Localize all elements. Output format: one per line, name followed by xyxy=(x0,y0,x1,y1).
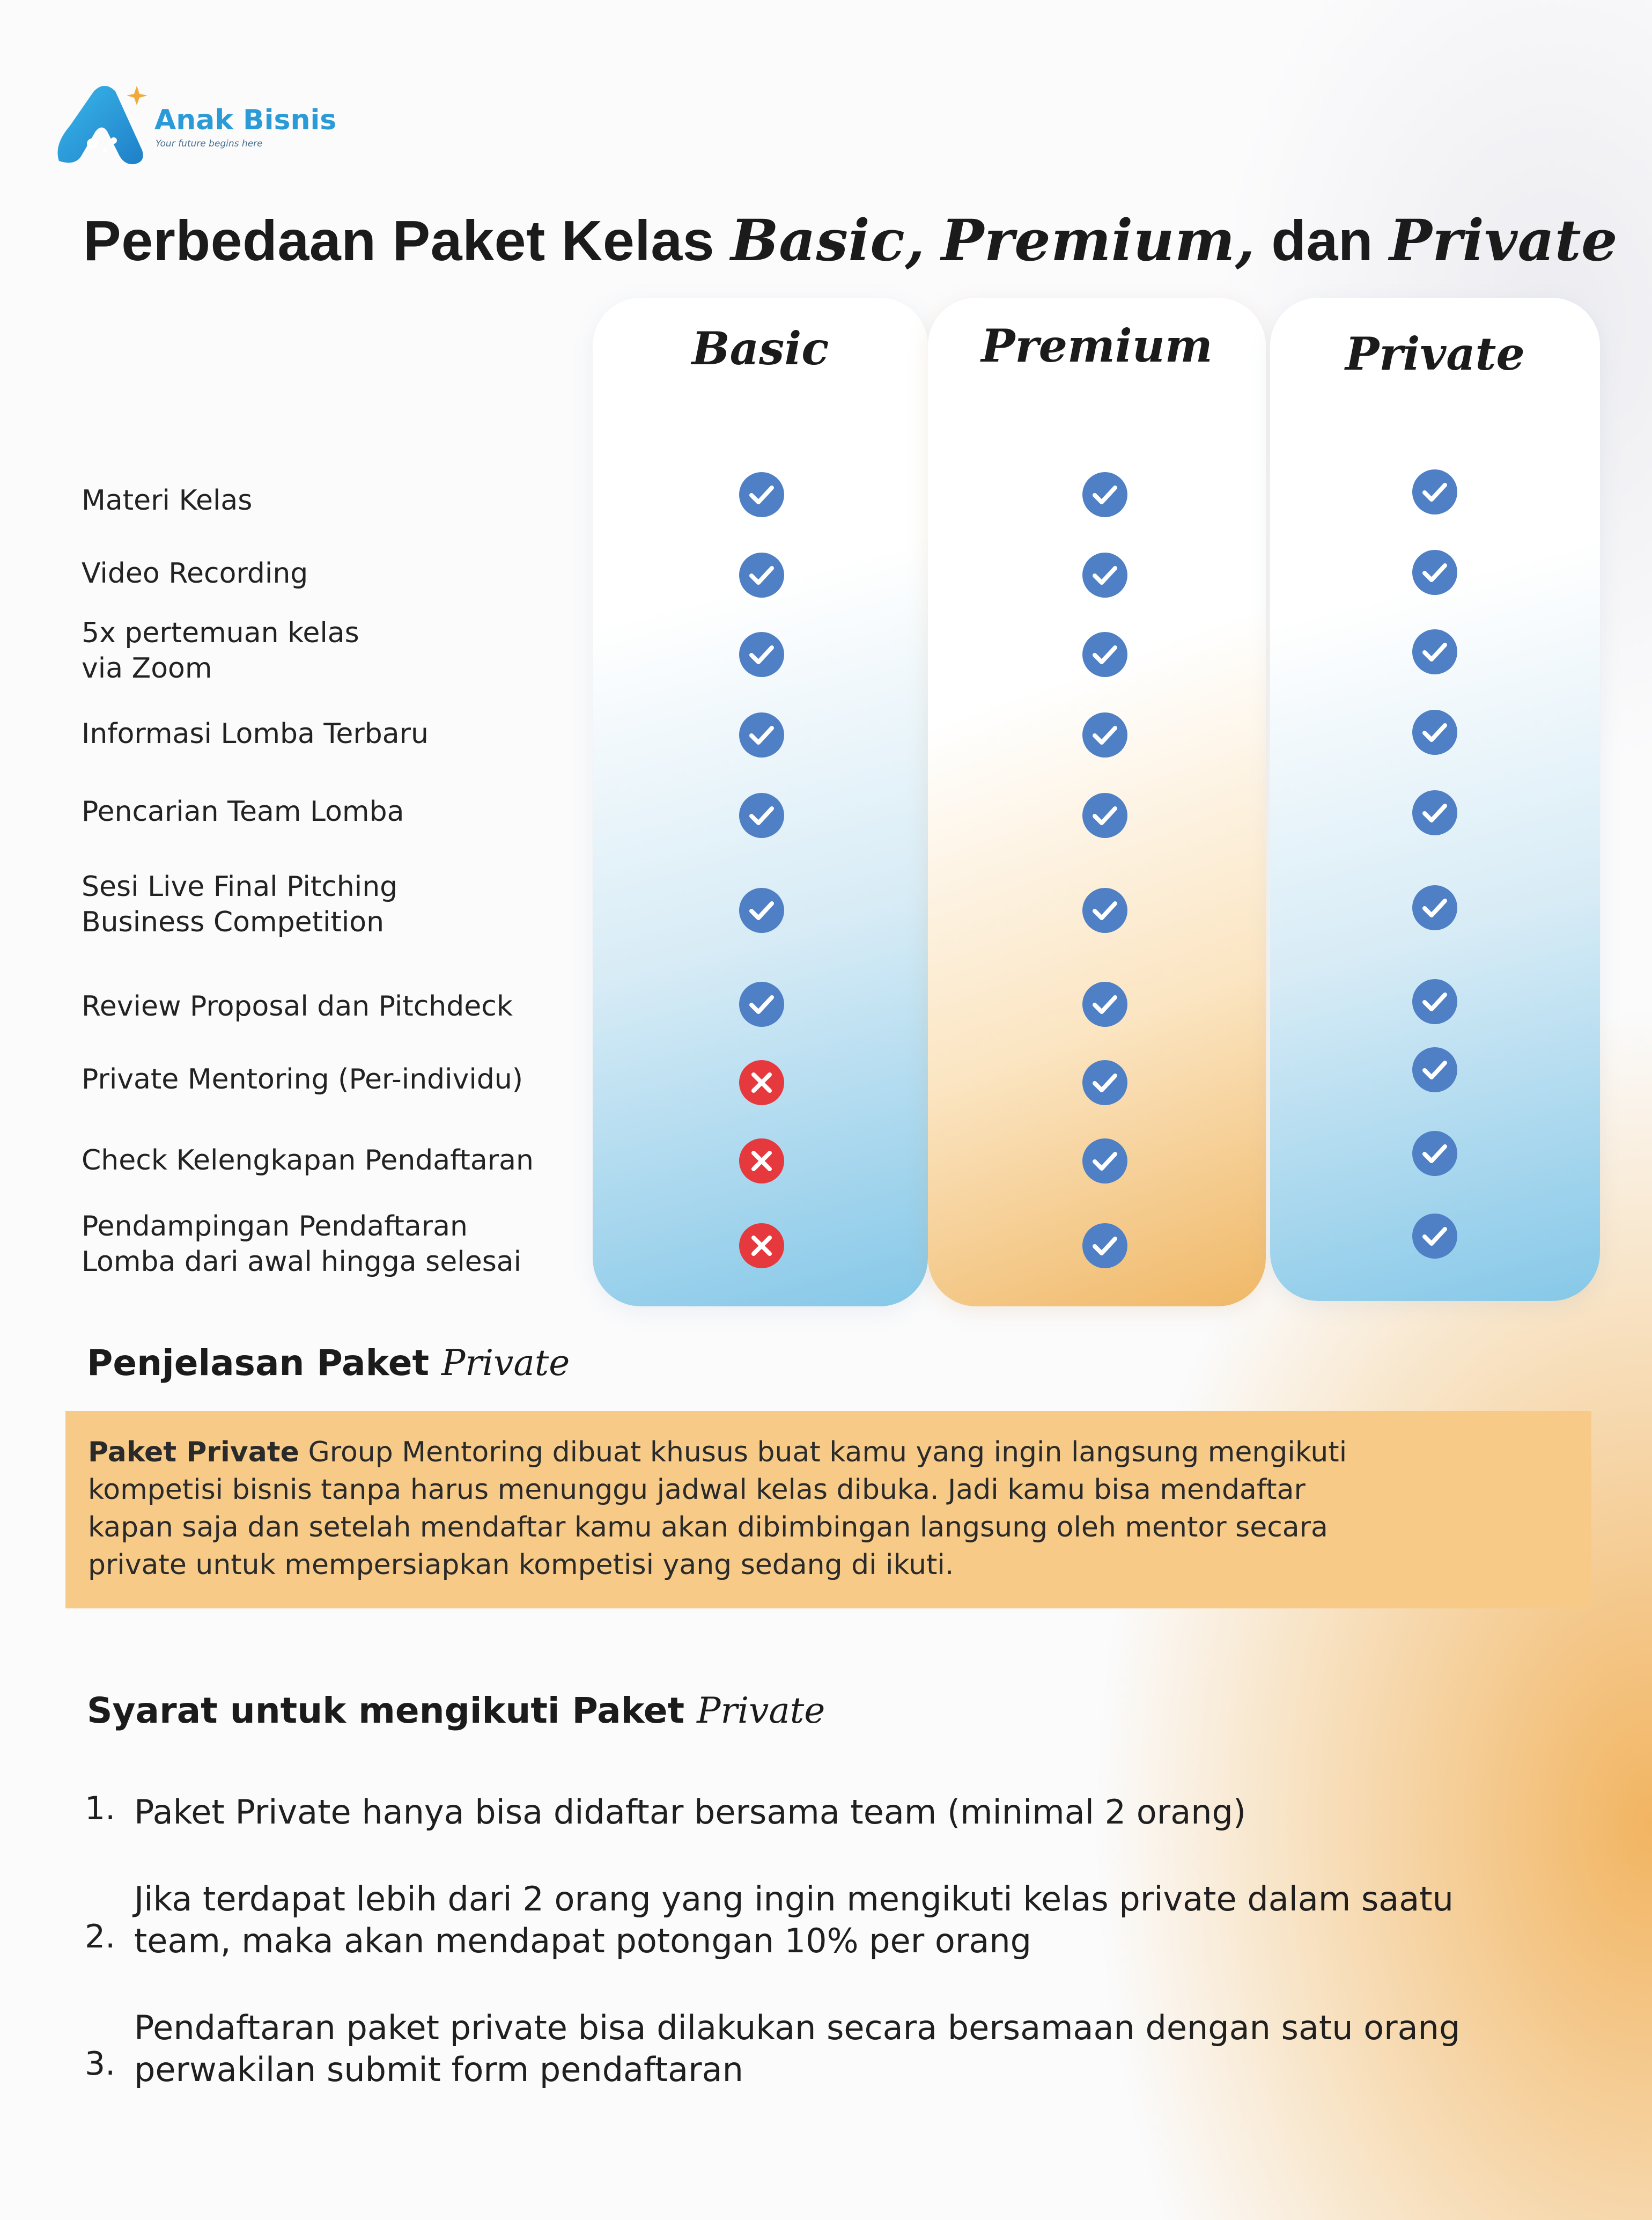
explanation-line4: private untuk mempersiapkan kompetisi yang sedang di ikuti. xyxy=(88,1549,954,1581)
feature-row xyxy=(82,989,513,1024)
explanation-line2: kompetisi bisnis tanpa harus menunggu jadwal kelas dibuka. Jadi kamu bisa mendaftar xyxy=(88,1474,1306,1506)
feature-label: Check Kelengkapan Pendaftaran xyxy=(82,1144,534,1177)
requirement-number: 3. xyxy=(85,2045,116,2083)
requirements-heading xyxy=(87,1690,825,1731)
check-circle-icon-private xyxy=(1412,1213,1458,1259)
check-circle-icon-private xyxy=(1412,629,1458,675)
logo-mark-icon xyxy=(54,80,150,172)
feature-row xyxy=(82,483,252,518)
feature-label: Materi Kelas xyxy=(82,484,253,517)
check-circle-icon-premium xyxy=(1082,1138,1128,1184)
feature-label: Pendampingan Pendaftaran xyxy=(82,1210,468,1243)
check-circle-icon-private xyxy=(1412,1130,1458,1177)
requirement-text: Paket Private hanya bisa didaftar bersama team (minimal 2 orang) xyxy=(134,1792,1247,1832)
plan-header-basic: Basic xyxy=(691,322,829,375)
check-circle-icon-private xyxy=(1412,790,1458,836)
explanation-bold-lead: Paket Private xyxy=(88,1436,299,1468)
check-circle-icon-premium xyxy=(1082,631,1128,678)
check-circle-icon-premium xyxy=(1082,887,1128,933)
requirement-text: perwakilan submit form pendaftaran xyxy=(134,2050,743,2089)
check-circle-icon-premium xyxy=(1082,981,1128,1027)
feature-label: Review Proposal dan Pitchdeck xyxy=(82,990,513,1023)
feature-label: Lomba dari awal hingga selesai xyxy=(82,1246,522,1278)
check-circle-icon-basic xyxy=(739,887,785,933)
title-connector: dan xyxy=(1271,209,1374,273)
requirements-heading-italic: Private xyxy=(697,1690,825,1731)
feature-label: via Zoom xyxy=(82,652,212,685)
feature-row xyxy=(82,1062,523,1097)
brand-tagline: Your future begins here xyxy=(156,138,263,149)
x-circle-icon-basic xyxy=(739,1138,785,1184)
requirement-text: team, maka akan mendapat potongan 10% per orang xyxy=(134,1921,1031,1960)
plan-header-premium: Premium xyxy=(981,319,1213,372)
check-circle-icon-private xyxy=(1412,549,1458,596)
feature-row xyxy=(82,556,308,591)
check-circle-icon-basic xyxy=(739,631,785,678)
feature-label: Private Mentoring (Per-individu) xyxy=(82,1063,523,1096)
feature-row xyxy=(82,615,359,686)
brand-name: Anak Bisnis xyxy=(154,104,337,136)
check-circle-icon-basic xyxy=(739,552,785,598)
requirement-text: Jika terdapat lebih dari 2 orang yang ingin mengikuti kelas private dalam saatu xyxy=(134,1879,1454,1918)
check-circle-icon-basic xyxy=(739,712,785,758)
check-circle-icon-basic xyxy=(739,472,785,518)
requirement-number: 2. xyxy=(85,1918,116,1956)
feature-label: Informasi Lomba Terbaru xyxy=(82,718,429,750)
check-circle-icon-basic xyxy=(739,981,785,1027)
explanation-heading-italic: Private xyxy=(441,1342,570,1384)
title-premium: Premium, xyxy=(941,207,1256,274)
check-circle-icon-premium xyxy=(1082,712,1128,758)
x-circle-icon-basic xyxy=(739,1060,785,1106)
feature-row xyxy=(82,716,429,752)
check-circle-icon-premium xyxy=(1082,792,1128,839)
title-prefix: Perbedaan Paket Kelas xyxy=(83,209,715,273)
check-circle-icon-private xyxy=(1412,469,1458,515)
check-circle-icon-private xyxy=(1412,885,1458,931)
requirement-number: 1. xyxy=(85,1790,116,1827)
check-circle-icon-premium xyxy=(1082,1060,1128,1106)
feature-row xyxy=(82,1209,521,1280)
feature-row xyxy=(82,1143,534,1178)
explanation-heading-text: Penjelasan Paket xyxy=(87,1342,430,1384)
check-circle-icon-private xyxy=(1412,979,1458,1025)
page-title xyxy=(83,207,1618,274)
feature-row xyxy=(82,869,397,940)
check-circle-icon-basic xyxy=(739,792,785,839)
explanation-text xyxy=(88,1434,1347,1584)
feature-label: Pencarian Team Lomba xyxy=(82,796,404,828)
requirement-text: Pendaftaran paket private bisa dilakukan secara bersamaan dengan satu orang xyxy=(134,2008,1461,2047)
explanation-box xyxy=(65,1411,1591,1608)
check-circle-icon-premium xyxy=(1082,1223,1128,1269)
feature-label: Sesi Live Final Pitching xyxy=(82,871,398,903)
requirements-heading-text: Syarat untuk mengikuti Paket xyxy=(87,1690,685,1731)
x-circle-icon-basic xyxy=(739,1223,785,1269)
feature-row xyxy=(82,794,404,829)
title-private: Private xyxy=(1389,207,1618,274)
explanation-line xyxy=(88,1434,1347,1471)
title-basic: Basic, xyxy=(731,207,925,274)
explanation-line1: Group Mentoring dibuat khusus buat kamu yang ingin langsung mengikuti xyxy=(299,1436,1347,1468)
explanation-heading xyxy=(87,1342,570,1384)
brand-logo xyxy=(54,80,337,172)
feature-label: Business Competition xyxy=(82,906,385,938)
check-circle-icon-private xyxy=(1412,709,1458,755)
check-circle-icon-premium xyxy=(1082,552,1128,598)
check-circle-icon-private xyxy=(1412,1047,1458,1093)
feature-label: 5x pertemuan kelas xyxy=(82,617,359,649)
explanation-line3: kapan saja dan setelah mendaftar kamu akan dibimbingan langsung oleh mentor secara xyxy=(88,1511,1328,1543)
check-circle-icon-premium xyxy=(1082,472,1128,518)
feature-label: Video Recording xyxy=(82,557,308,590)
plan-header-private: Private xyxy=(1345,327,1525,380)
